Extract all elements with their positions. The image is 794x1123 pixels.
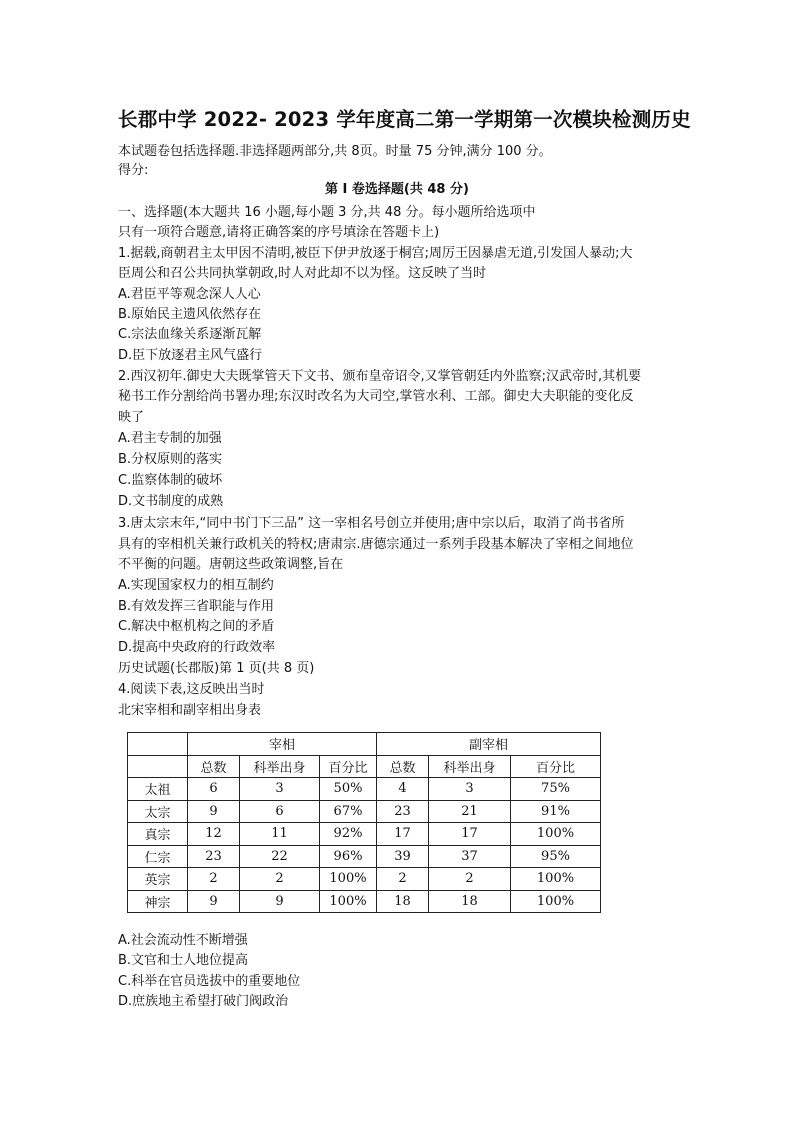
question-2-option-b: B.分权原则的落实 — [118, 452, 223, 467]
table-column-header: 总数 — [377, 755, 429, 778]
table-cell: 100% — [511, 868, 601, 891]
table-row — [128, 890, 601, 913]
question-3-stem: 不平衡的问题。唐朝这些政策调整,旨在 — [118, 557, 344, 572]
question-1-stem: 1.据载,商朝君主太甲因不清明,被臣下伊尹放逐于桐宫;周厉王因暴虐无道,引发国人暴动;大 — [118, 246, 633, 261]
question-1-option-d: D.臣下放逐君主风气盛行 — [118, 348, 263, 363]
table-row — [128, 800, 601, 823]
question-3-option-a: A.实现国家权力的相互制约 — [118, 578, 274, 593]
table-row-header: 仁宗 — [128, 845, 188, 868]
table-corner-cell — [128, 755, 188, 778]
table-cell: 17 — [377, 823, 429, 846]
table-cell: 92% — [320, 823, 377, 846]
table-row-header: 太祖 — [128, 778, 188, 801]
table-row — [128, 845, 601, 868]
table-cell: 37 — [429, 845, 511, 868]
table-column-header: 百分比 — [320, 755, 377, 778]
question-1-option-a: A.君臣平等观念深人人心 — [118, 287, 261, 302]
table-cell: 50% — [320, 778, 377, 801]
question-2-option-d: D.文书制度的成熟 — [118, 494, 224, 509]
table-corner-cell — [128, 733, 188, 756]
table-cell: 67% — [320, 800, 377, 823]
table-cell: 3 — [240, 778, 320, 801]
question-3-stem: 3.唐太宗末年,“同中书门下三品” 这一宰相名号创立并使用;唐中宗以后，取消了尚书省所 — [118, 516, 625, 531]
table-cell: 23 — [188, 845, 240, 868]
question-1-stem: 臣周公和召公共同执掌朝政,时人对此却不以为怪。这反映了当时 — [118, 266, 487, 281]
question-2-option-a: A.君主专制的加强 — [118, 431, 222, 446]
score-label: 得分: — [118, 163, 149, 178]
section-instruction: 一、选择题(本大题共 16 小题,每小题 3 分,共 48 分。每小题所给选项中 — [118, 205, 536, 220]
table-header-row — [128, 733, 601, 756]
question-2-stem: 映了 — [118, 410, 145, 425]
table-subheader-row — [128, 755, 601, 778]
table-row-header: 太宗 — [128, 800, 188, 823]
table-cell: 4 — [377, 778, 429, 801]
page-footer: 历史试题(长郡版)第 1 页(共 8 页) — [118, 661, 315, 676]
table-row-header: 真宗 — [128, 823, 188, 846]
table-cell: 18 — [377, 890, 429, 913]
question-1-option-b: B.原始民主遗风依然存在 — [118, 307, 262, 322]
table-cell: 6 — [240, 800, 320, 823]
table-cell: 91% — [511, 800, 601, 823]
officials-origin-table — [127, 732, 601, 913]
question-3-stem: 具有的宰相机关兼行政机关的特权;唐肃宗.唐德宗通过一系列手段基本解决了宰相之间地位 — [118, 537, 634, 552]
table-caption: 北宋宰相和副宰相出身表 — [118, 703, 262, 718]
table-cell: 100% — [320, 868, 377, 891]
question-3-option-c: C.解决中枢机构之间的矛盾 — [118, 619, 275, 634]
question-4-option-b: B.文官和士人地位提高 — [118, 953, 249, 968]
table-cell: 17 — [429, 823, 511, 846]
question-4-option-d: D.庶族地主希望打破门阀政治 — [118, 994, 289, 1009]
table-row-header: 神宗 — [128, 890, 188, 913]
table-cell: 23 — [377, 800, 429, 823]
table-cell: 2 — [429, 868, 511, 891]
section-instruction: 只有一项符合题意,请将正确答案的序号填涂在答题卡上) — [118, 225, 440, 240]
intro-text: 本试题卷包括选择题.非选择题两部分,共 8页。时量 75 分钟,满分 100 分。 — [118, 144, 552, 159]
table-cell: 11 — [240, 823, 320, 846]
table-column-header: 百分比 — [511, 755, 601, 778]
table-cell: 6 — [188, 778, 240, 801]
table-cell: 75% — [511, 778, 601, 801]
question-2-stem: 2.西汉初年.御史大夫既掌管天下文书、颁布皇帝诏令,又掌管朝廷内外监察;汉武帝时,其机要 — [118, 369, 642, 384]
question-4-option-a: A.社会流动性不断增强 — [118, 933, 248, 948]
table-cell: 22 — [240, 845, 320, 868]
question-2-option-c: C.监察体制的破坏 — [118, 473, 223, 488]
table-cell: 39 — [377, 845, 429, 868]
table-cell: 18 — [429, 890, 511, 913]
table-row — [128, 778, 601, 801]
table-cell: 2 — [377, 868, 429, 891]
table-cell: 95% — [511, 845, 601, 868]
table-group-header: 副宰相 — [377, 733, 601, 756]
table-row — [128, 823, 601, 846]
question-4-stem: 4.阅读下表,这反映出当时 — [118, 682, 265, 697]
page-title: 长郡中学 2022- 2023 学年度高二第一学期第一次模块检测历史 — [118, 108, 691, 131]
table-group-header: 宰相 — [188, 733, 377, 756]
table-cell: 21 — [429, 800, 511, 823]
table-column-header: 科举出身 — [429, 755, 511, 778]
table-cell: 2 — [240, 868, 320, 891]
table-cell: 100% — [320, 890, 377, 913]
question-1-option-c: C.宗法血缘关系逐渐瓦解 — [118, 327, 262, 342]
question-3-option-b: B.有效发挥三省职能与作用 — [118, 599, 275, 614]
table-cell: 3 — [429, 778, 511, 801]
section-title: 第 Ⅰ 卷选择题(共 48 分) — [325, 182, 469, 197]
table-cell: 100% — [511, 823, 601, 846]
table-row — [128, 868, 601, 891]
table-column-header: 总数 — [188, 755, 240, 778]
table-cell: 100% — [511, 890, 601, 913]
table-row-header: 英宗 — [128, 868, 188, 891]
table-cell: 12 — [188, 823, 240, 846]
table-cell: 2 — [188, 868, 240, 891]
table-cell: 9 — [240, 890, 320, 913]
table-cell: 9 — [188, 800, 240, 823]
question-2-stem: 秘书工作分割给尚书署办理;东汉时改名为大司空,掌管水利、工部。御史大夫职能的变化反 — [118, 389, 634, 404]
question-3-option-d: D.提高中央政府的行政效率 — [118, 640, 276, 655]
table-cell: 96% — [320, 845, 377, 868]
table-cell: 9 — [188, 890, 240, 913]
question-4-option-c: C.科举在官员选拔中的重要地位 — [118, 974, 301, 989]
table-column-header: 科举出身 — [240, 755, 320, 778]
